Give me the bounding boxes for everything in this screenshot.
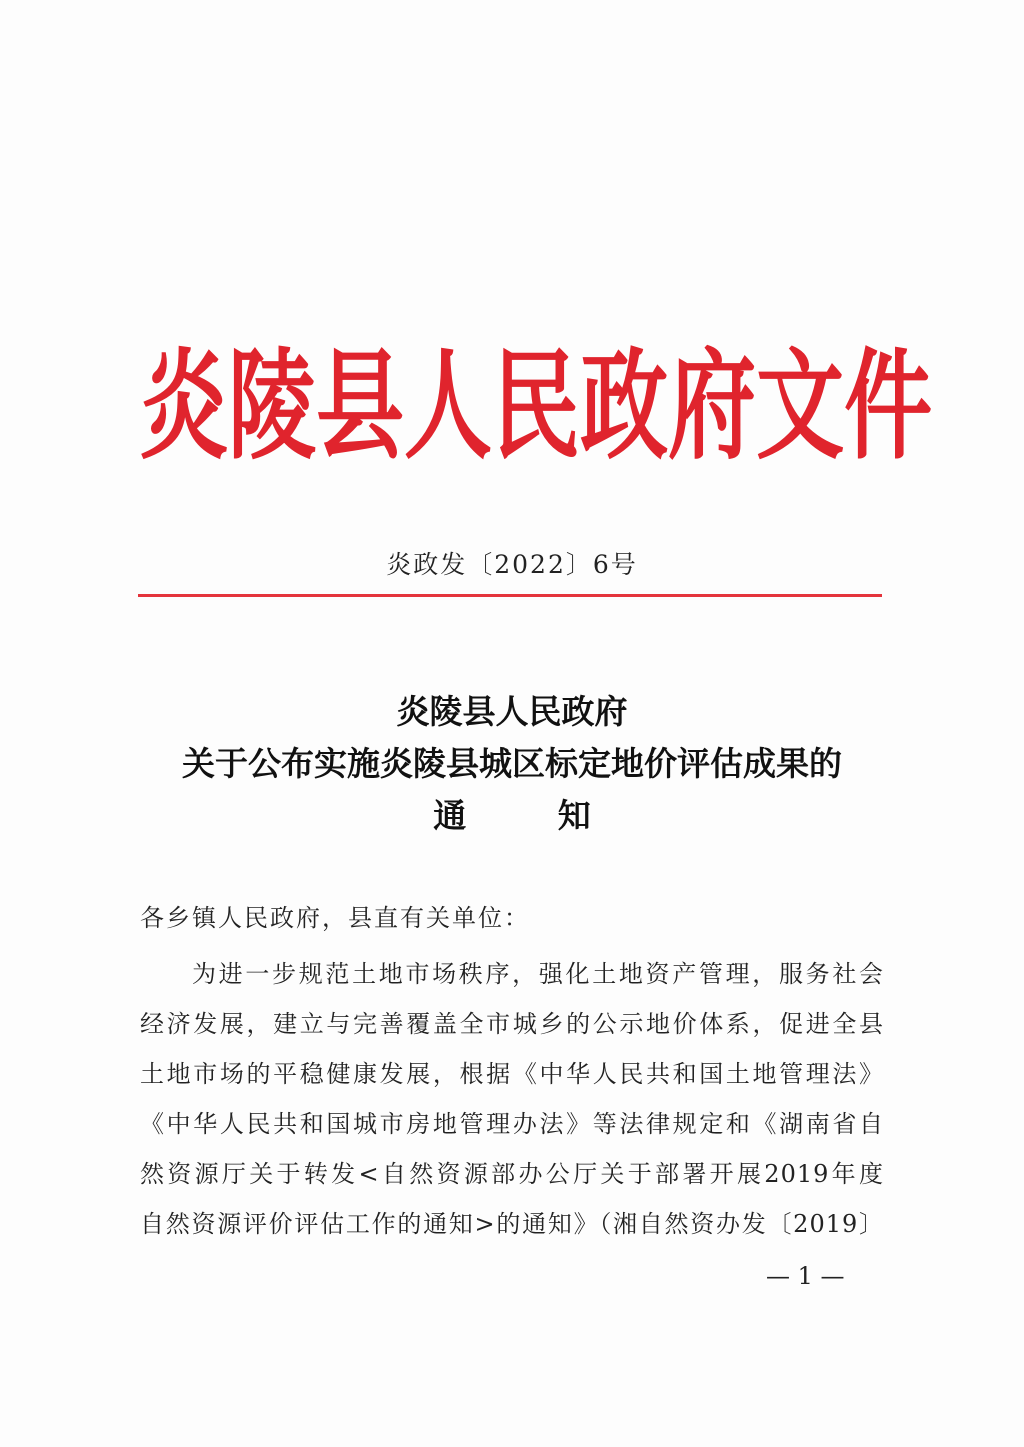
masthead-char: 炎 [140,334,229,476]
red-divider [138,594,882,597]
body-line: 《中华人民共和国城市房地管理办法》等法律规定和《湖南省自 [140,1110,884,1138]
masthead-char: 陵 [228,334,317,476]
body-line: 为进一步规范土地市场秩序，强化土地资产管理，服务社会 [192,960,884,988]
masthead-title [140,334,933,476]
masthead-char: 人 [404,334,493,476]
masthead-char: 县 [316,334,405,476]
body-line: 土地市场的平稳健康发展，根据《中华人民共和国土地管理法》 [140,1060,884,1088]
body-line: 然资源厅关于转发<自然资源部办公厅关于部署开展2019年度 [140,1160,884,1188]
title-line-1: 炎陵县人民政府 [396,692,628,731]
body-line: 自然资源评价评估工作的通知>的通知》（湘自然资办发〔2019〕 [140,1210,884,1238]
masthead-char: 文 [756,334,845,476]
masthead-char: 民 [492,334,581,476]
addressee: 各乡镇人民政府，县直有关单位： [140,904,530,932]
document-number: 炎政发〔2022〕6号 [386,550,638,579]
masthead-char: 政 [580,334,669,476]
title-line-2: 关于公布实施炎陵县城区标定地价评估成果的 [182,744,842,783]
body-line: 经济发展，建立与完善覆盖全市城乡的公示地价体系，促进全县 [140,1010,884,1038]
page-number: — 1 — [766,1262,845,1290]
title-line-3: 通 知 [433,796,591,835]
masthead-char: 件 [844,334,933,476]
masthead-char: 府 [668,334,757,476]
